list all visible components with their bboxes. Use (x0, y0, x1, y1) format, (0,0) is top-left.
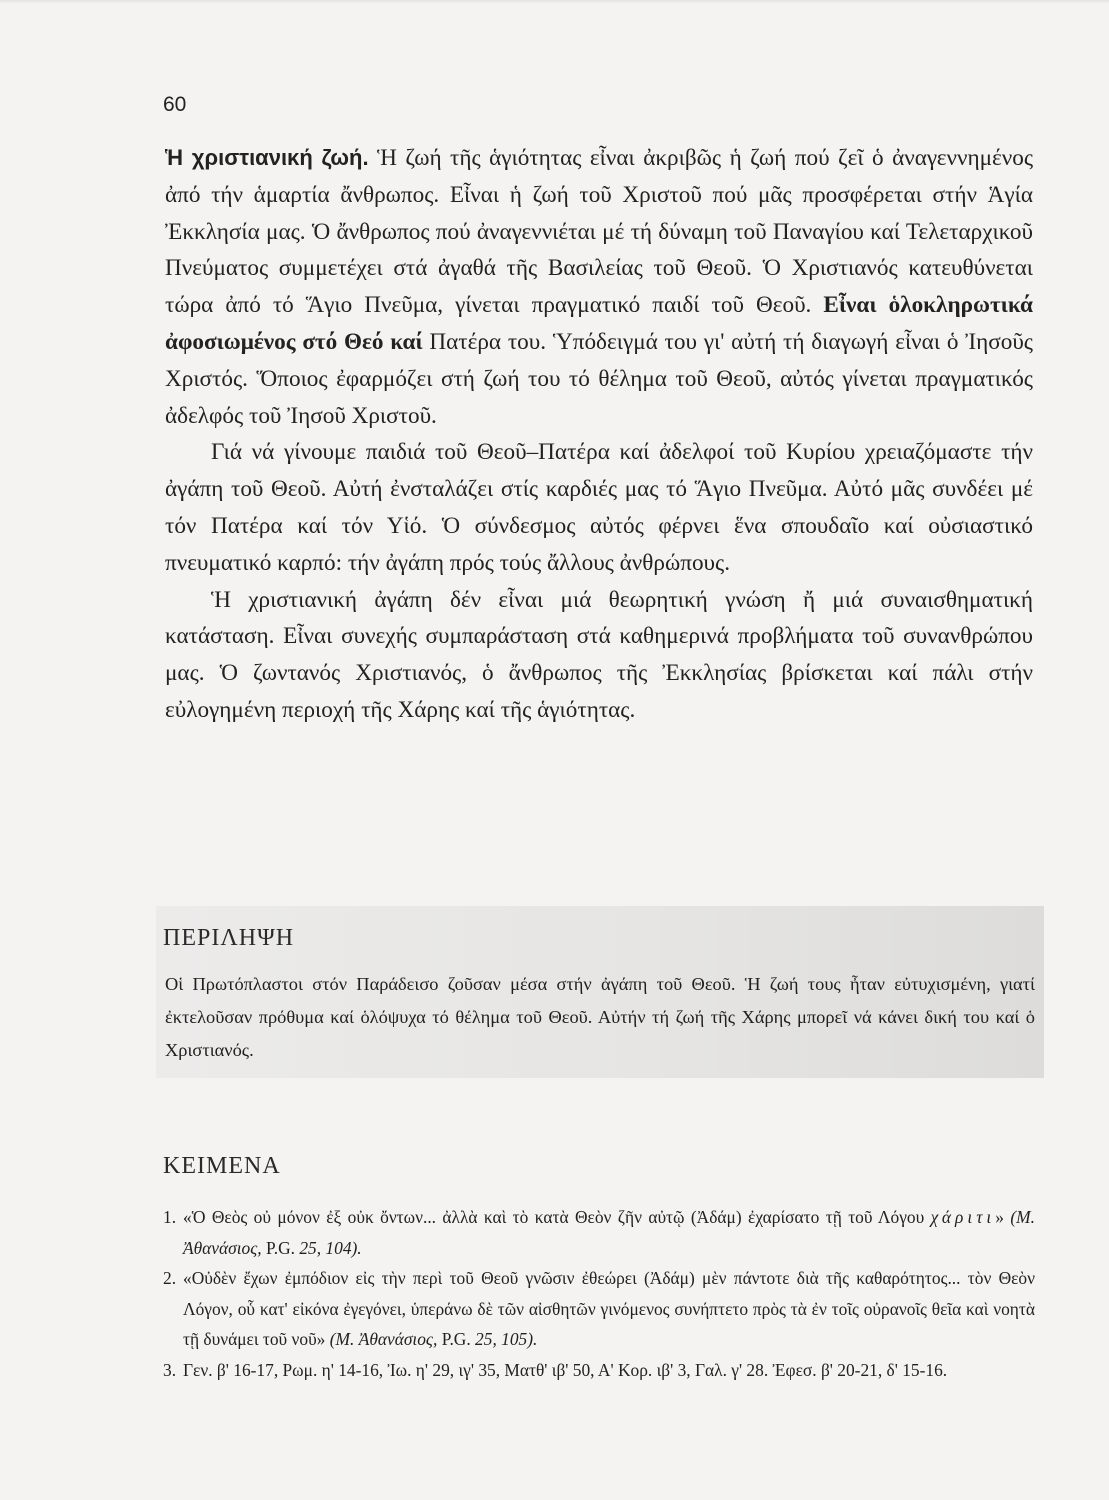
summary-heading: ΠΕΡΙΛΗΨΗ (163, 925, 295, 951)
citation-volume: 25, 105). (470, 1329, 538, 1349)
summary-text: Οἱ Πρωτόπλαστοι στόν Παράδεισο ζοῦσαν μέσα στήν ἀγάπη τοῦ Θεοῦ. Ἡ ζωή τους ἦταν εὐτυχισμένη, γιατί ἐκτελοῦσαν πρόθυμα καί ὁλόψυχα τό θέλημα τοῦ Θεοῦ. Αὐτήν τή ζωή τῆς Χάρης μπορεῖ νά κάνει δική του καί ὁ Χριστιανός. (165, 974, 1035, 1060)
scan-edge-shadow (0, 0, 1109, 4)
text-item-references: Γεν. β' 16-17, Ρωμ. η' 14-16, Ἰω. η' 29, ιγ' 35, Ματθ' ιβ' 50, Α' Κορ. ιβ' 3, Γαλ. γ' 28. Ἐφεσ. β' 20-21, δ' 15-16. (183, 1359, 948, 1380)
citation-author: (Μ. Ἀθανάσιος, (329, 1329, 442, 1349)
text-item-quote: «Οὐδὲν ἔχων ἐμπόδιον εἰς τὴν περὶ τοῦ Θεοῦ γνῶσιν ἐθεώρει (Ἀδάμ) μὲν πάντοτε διὰ τῆς καθαρότητος... τὸν Θεὸν Λόγον, οὗ κατ' εἰκόνα ἐγεγόνει, ὑπεράνω δὲ τῶν αἰσθητῶν γινόμενος συνήπτετο πρὸς τὰ ἐν τοῖς οὐρανοῖς θεῖα καὶ νοητὰ τῇ δυνάμει τοῦ νοῦ» (183, 1268, 1035, 1349)
paragraph-christian-love: Ἡ χριστιανική ἀγάπη δέν εἶναι μιά θεωρητική γνώση ἤ μιά συναισθηματική κατάσταση. Εἶναι συνεχής συμπαράσταση στά καθημερινά προβλήματα τοῦ συνανθρώπου μας. Ὁ ζωντανός Χριστιανός, ὁ ἄνθρωπος τῆς Ἐκκλησίας βρίσκεται καί πάλι στήν εὐλογημένη περιοχή τῆς Χάρης καί τῆς ἁγιότητας. (165, 586, 1033, 723)
text-item-number: 2. (163, 1268, 177, 1288)
text-item-3 (165, 1355, 1035, 1386)
main-body-text (165, 140, 1033, 729)
text-item-2 (165, 1263, 1035, 1355)
text-item-spaced-word: χάριτι (930, 1207, 996, 1227)
page-number: 60 (163, 93, 187, 116)
paragraph-text: Πατέρα του. Ὑπόδειγμά του γι' αὐτή τή διαγωγή εἶναι ὁ Ἰησοῦς Χριστός. Ὅποιος ἐφαρμόζει στή ζωή του τό θέλημα τοῦ Θεοῦ, αὐτός γίνεται πραγματικός ἀδελφός τοῦ Ἰησοῦ Χριστοῦ. (165, 328, 1033, 429)
citation-pg: P.G. (266, 1237, 295, 1258)
texts-list (165, 1202, 1035, 1385)
citation-volume: 25, 104). (295, 1237, 362, 1258)
paragraph-christian-life (165, 140, 1033, 434)
text-item-quote-end: » (995, 1207, 1011, 1227)
citation-author: (Μ. Ἀθανάσιος, (183, 1207, 1035, 1258)
text-item-1 (165, 1202, 1035, 1263)
text-item-quote: «Ὁ Θεὸς οὐ μόνον ἐξ οὐκ ὄντων... ἀλλὰ καὶ τὸ κατὰ Θεὸν ζῆν αὐτῷ (Ἀδάμ) ἐχαρίσατο τῇ τοῦ Λόγου (183, 1207, 931, 1227)
paragraph-love-of-god: Γιά νά γίνουμε παιδιά τοῦ Θεοῦ–Πατέρα καί ἀδελφοί τοῦ Κυρίου χρειαζόμαστε τήν ἀγάπη τοῦ Θεοῦ. Αὐτή ἐνσταλάζει στίς καρδιές μας τό Ἅγιο Πνεῦμα. Αὐτό μᾶς συνδέει μέ τόν Πατέρα καί τόν Υἱό. Ὁ σύνδεσμος αὐτός φέρνει ἕνα σπουδαῖο καί οὐσιαστικό πνευματικό καρπό: τήν ἀγάπη πρός τούς ἄλλους ἀνθρώπους. (165, 439, 1033, 576)
paragraph-lead-title: Ἡ χριστιανική ζωή. (165, 145, 369, 170)
paragraph-bold-phrase: Εἶναι ὁλοκληρωτικά ἀφοσιωμένος στό Θεό καί (165, 292, 1033, 355)
texts-heading: ΚΕΙΜΕΝΑ (163, 1153, 281, 1179)
text-item-citation (330, 1329, 538, 1349)
paragraph-text: Ἡ ζωή τῆς ἁγιότητας εἶναι ἀκριβῶς ἡ ζωή πού ζεῖ ὁ ἀναγεννημένος ἀπό τήν ἁμαρτία ἄνθρωπος. Εἶναι ἡ ζωή τοῦ Χριστοῦ πού μᾶς προσφέρεται στήν Ἁγία Ἐκκλησία μας. Ὁ ἄνθρωπος πού ἀναγεννιέται μέ τή δύναμη τοῦ Παναγίου καί Τελεταρχικοῦ Πνεύματος συμμετέχει στά ἀγαθά τῆς Βασιλείας τοῦ Θεοῦ. Ὁ Χριστιανός κατευθύνεται τώρα ἀπό τό Ἅγιο Πνεῦμα, γίνεται πραγματικό παιδί τοῦ Θεοῦ. (165, 145, 1033, 319)
text-item-number: 1. (163, 1207, 177, 1227)
text-item-number: 3. (163, 1359, 177, 1380)
citation-pg: P.G. (441, 1329, 471, 1349)
